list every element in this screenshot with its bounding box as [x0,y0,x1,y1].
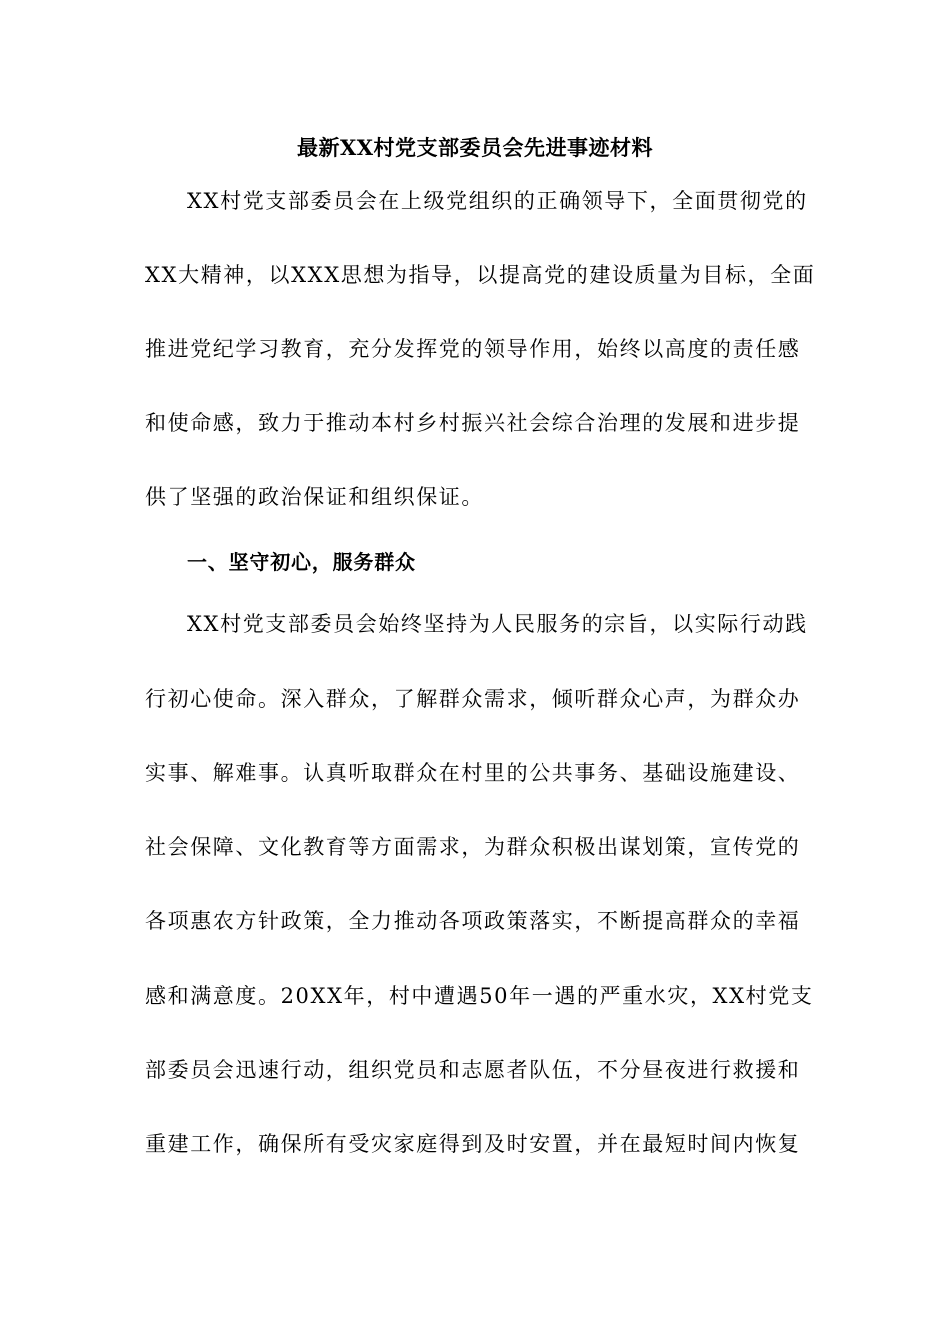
paragraph-1-line-1: XX村党支部委员会在上级党组织的正确领导下，全面贯彻党的 [187,189,808,213]
paragraph-2-line-5: 各项惠农方针政策，全力推动各项政策落实，不断提高群众的幸福 [145,909,801,933]
paragraph-2-line-7: 部委员会迅速行动，组织党员和志愿者队伍，不分昼夜进行救援和 [145,1058,801,1082]
paragraph-2-line-1: XX村党支部委员会始终坚持为人民服务的宗旨，以实际行动践 [187,612,808,636]
paragraph-1-line-4: 和使命感，致力于推动本村乡村振兴社会综合治理的发展和进步提 [145,411,801,435]
section-heading: 一、坚守初心，服务群众 [187,550,416,574]
paragraph-1-line-5: 供了坚强的政治保证和组织保证。 [145,485,484,509]
paragraph-2-line-6: 感和满意度。20XX年，村中遭遇50年一遇的严重水灾，XX村党支 [145,984,814,1008]
paragraph-2-line-3: 实事、解难事。认真听取群众在村里的公共事务、基础设施建设、 [145,761,801,785]
paragraph-2-line-8: 重建工作，确保所有受灾家庭得到及时安置，并在最短时间内恢复 [145,1132,801,1156]
paragraph-2-line-4: 社会保障、文化教育等方面需求，为群众积极出谋划策，宣传党的 [145,835,801,859]
document-title: 最新XX村党支部委员会先进事迹材料 [296,135,654,160]
paragraph-1-line-3: 推进党纪学习教育，充分发挥党的领导作用，始终以高度的责任感 [145,337,801,361]
paragraph-2-line-2: 行初心使命。深入群众，了解群众需求，倾听群众心声，为群众办 [145,687,801,711]
paragraph-1-line-2: XX大精神，以XXX思想为指导，以提高党的建设质量为目标，全面 [145,263,816,287]
